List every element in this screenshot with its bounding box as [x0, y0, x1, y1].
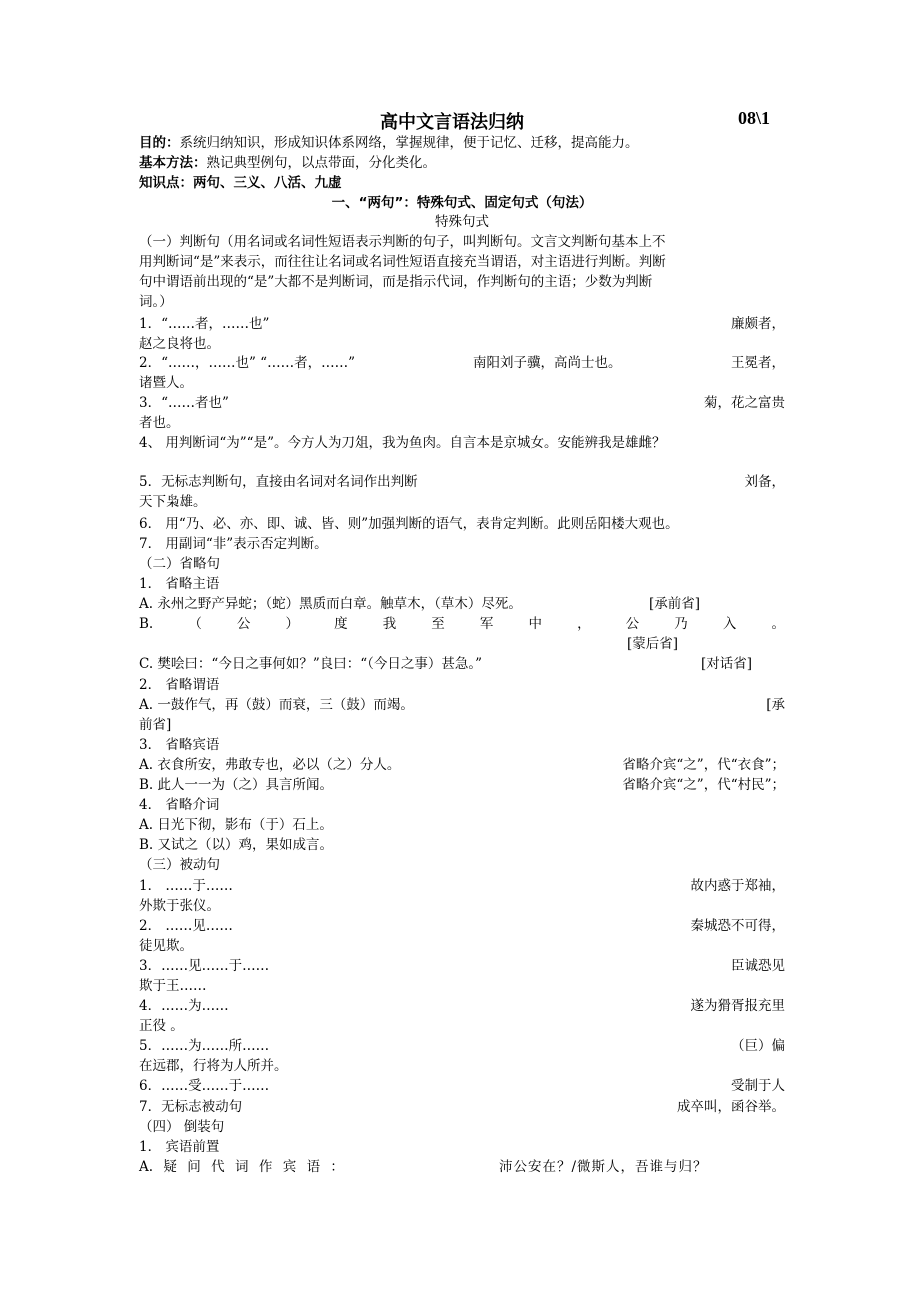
example: 王冕者， [731, 355, 785, 371]
char: ， [577, 616, 591, 632]
judge-intro-1: （一）判断句（用名词或名词性短语表示判断的句子，叫判断句。文言文判断句基本上不 [139, 234, 666, 250]
method-text: 熟记典型例句，以点带面，分化类化。 [206, 155, 436, 171]
knowledge-points: 知识点：两句、三义、八活、九虚 [139, 175, 342, 191]
char: （ [188, 616, 202, 632]
example: 沛公安在？/微斯人，吾谁与归？ [499, 1159, 708, 1175]
judge-item-1-cont: 赵之良将也。 [139, 336, 220, 352]
passive-item-1-cont: 外欺于张仪。 [139, 898, 220, 914]
char: 词 [234, 1159, 249, 1175]
passive-heading: （三）被动句 [139, 857, 220, 873]
judge-intro-4: 词。） [139, 294, 173, 310]
pattern: 5．……为……所…… [139, 1038, 270, 1054]
tag: [蒙后省] [627, 636, 679, 652]
judge-item-3 [139, 393, 785, 413]
pattern: 1． ……于…… [139, 878, 233, 894]
passive-item-6 [139, 1076, 785, 1096]
invert-heading: （四） 倒装句 [139, 1119, 225, 1135]
passive-item-4 [139, 996, 785, 1016]
passive-item-3 [139, 956, 785, 976]
omit-subject-a [139, 594, 785, 614]
purpose-label: 目的： [139, 135, 180, 151]
char: 公 [625, 616, 640, 632]
example: （巨）偏 [731, 1038, 785, 1054]
tag: [对话省] [701, 656, 753, 672]
example: 刘备， [744, 474, 785, 490]
omit-subject-c [139, 654, 785, 674]
judge-intro-3: 句中谓语前出现的“是”大都不是判断词，而是指示代词，作判断句的主语；少数为判断 [139, 274, 653, 290]
example: 受制于人 [731, 1078, 785, 1094]
pattern: 3．“……者也” [139, 395, 229, 411]
pattern: 7．无标志被动句 [139, 1099, 243, 1115]
pattern: 2． ……见…… [139, 918, 233, 934]
passive-item-2-cont: 徒见欺。 [139, 938, 193, 954]
example: 成卒叫，函谷举。 [677, 1099, 785, 1115]
example: A. 永州之野产异蛇；（蛇）黑质而白章。触草木，（草木）尽死。 [139, 596, 522, 612]
method-label: 基本方法： [139, 155, 207, 171]
example: 臣诚恐见 [731, 958, 785, 974]
char: 宾 [282, 1159, 297, 1175]
char: ） [285, 616, 299, 632]
char: 乃 [674, 616, 688, 632]
example: A. 一鼓作气，再（鼓）而衰，三（鼓）而竭。 [139, 697, 414, 713]
object-fronting: 1． 宾语前置 [139, 1139, 220, 1155]
pattern: 2．“……，……也” “……者，……” [139, 355, 355, 371]
omit-object-b [139, 775, 785, 795]
pattern: 6．……受……于…… [139, 1078, 270, 1094]
example: A. 衣食所安，弗敢专也，必以（之）分人。 [139, 757, 401, 773]
example: 故内惑于郑袖， [690, 878, 785, 894]
passive-item-7 [139, 1097, 785, 1117]
omit-subject: 1． 省略主语 [139, 576, 220, 592]
char: ： [330, 1159, 344, 1175]
tag: [承 [766, 697, 785, 713]
purpose-line [139, 133, 785, 153]
section-heading: 一、“两句”：特殊句式、固定句式（句法） [331, 195, 593, 211]
passive-item-5-cont: 在远郡，行将为人所并。 [139, 1058, 288, 1074]
char: 问 [187, 1159, 201, 1175]
example: B. 此人一一为（之）具言所闻。 [139, 777, 334, 793]
char: 军 [479, 616, 494, 632]
page-title: 高中文言语法归纳 [380, 112, 524, 133]
char: 疑 [163, 1159, 177, 1175]
pattern: 3．……见……于…… [139, 958, 270, 974]
judge-item-4: 4、 用判断词“为”“是”。今方人为刀俎，我为鱼肉。自言本是京城女。安能辨我是雄雌？ [139, 435, 666, 451]
omit-predicate-a [139, 695, 785, 715]
example: 秦城恐不可得， [690, 918, 785, 934]
passive-item-2 [139, 916, 785, 936]
example: 遂为猾胥报充里 [690, 998, 785, 1014]
char: A. [139, 1159, 154, 1175]
passive-item-4-cont: 正役 。 [139, 1018, 184, 1034]
judge-item-5-cont: 天下枭雄。 [139, 494, 207, 510]
judge-item-7: 7． 用副词“非”表示否定判断。 [139, 536, 328, 552]
passive-item-3-cont: 欺于王…… [139, 978, 207, 994]
purpose-text: 系统归纳知识，形成知识体系网络，掌握规律，便于记忆、迁移，提高能力。 [179, 135, 639, 151]
example-middle: 南阳刘子骥，高尚士也。 [473, 355, 622, 371]
tag: [承前省] [649, 596, 701, 612]
omit-predicate: 2． 省略谓语 [139, 677, 220, 693]
pattern: 5．无标志判断句，直接由名词对名词作出判断 [139, 474, 418, 490]
omit-predicate-a-cont: 前省] [139, 717, 172, 733]
note: 省略介宾“之”，代“衣食”； [622, 757, 785, 773]
char: 我 [382, 616, 397, 632]
example: 廉颇者， [731, 316, 785, 332]
char: 语 [306, 1159, 321, 1175]
char: B. [139, 616, 154, 632]
rule [139, 1157, 344, 1177]
char: 。 [771, 616, 785, 632]
char: 至 [431, 616, 445, 632]
omit-heading: （二）省略句 [139, 556, 220, 572]
judge-item-2 [139, 353, 785, 373]
char: 入 [722, 616, 737, 632]
judge-intro-2: 用判断词“是”来表示，而往往让名词或名词性短语直接充当谓语，对主语进行判断。判断 [139, 254, 666, 270]
example: 菊，花之富贵 [704, 395, 785, 411]
judge-item-2-cont: 诸暨人。 [139, 375, 193, 391]
char: 中 [528, 616, 542, 632]
char: 作 [258, 1159, 273, 1175]
judge-item-6: 6． 用“乃、必、亦、即、诚、皆、则”加强判断的语气，表肯定判断。此则岳阳楼大观也。 [139, 516, 679, 532]
passive-item-1 [139, 876, 785, 896]
judge-item-1 [139, 314, 785, 334]
omit-subject-b [139, 614, 785, 634]
char: 公 [236, 616, 251, 632]
pattern: 1．“……者，……也” [139, 316, 270, 332]
subsection-heading: 特殊句式 [435, 214, 489, 230]
char: 代 [211, 1159, 225, 1175]
char: 度 [334, 616, 348, 632]
example: C. 樊哙曰：“今日之事何如？”良曰：“（今日之事）甚急。” [139, 656, 483, 672]
omit-preposition: 4． 省略介词 [139, 797, 220, 813]
omit-preposition-b: B. 又试之（以）鸡，果如成言。 [139, 837, 334, 853]
omit-preposition-a: A. 日光下彻，影布（于）石上。 [139, 817, 333, 833]
method-line [139, 153, 785, 173]
passive-item-5 [139, 1036, 785, 1056]
omit-object-a [139, 755, 785, 775]
pattern: 4．……为…… [139, 998, 229, 1014]
doc-code: 08\1 [738, 108, 771, 128]
judge-item-3-cont: 者也。 [139, 415, 180, 431]
judge-item-5 [139, 472, 785, 492]
omit-object: 3． 省略宾语 [139, 737, 220, 753]
note: 省略介宾“之”，代“村民”； [622, 777, 785, 793]
